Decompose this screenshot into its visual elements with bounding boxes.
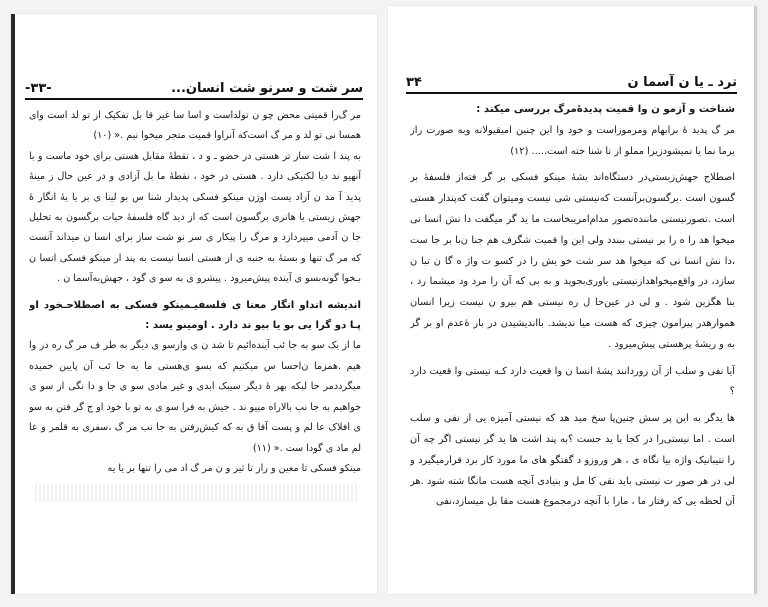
page-right: [388, 6, 757, 594]
paragraph: ها یدگر به این پر سش چنین‌پا سخ مید هد که نیستی آمیزه یی از نفی و سلب است . اما نیستی‌را در کجا با ید جست ؟به پند اشت ها ید گر نیستی اگر چه آن را نتیبانیک واژه بیا نگاه ی ، هر وروزو د گفتگو های ما مورد کار برد قرارمیگیرد و لی در هر صور ت نیستی باید نقی کا مل و بنیادی آنچه هست مانگا شته شود .هر آن لحظه یی که رفتار ما ، مارا با آنچه درمجموع هست مقا بل میسازد،نفی: [410, 413, 735, 508]
paragraph: مر گ پدید ۀ برابهام ومرموزاست و خود وا این چنین امیقیولانه وبه صورت راز برما نما یا نمیشودزیرا مملو از نا شنا خته است..... (۱۲): [410, 124, 735, 157]
paragraph: آیا نفی و سلب از آن روردانند پشهٔ انسا ن وا قعیت دارد کـه نیستی وا قعیت دارد ؟: [410, 365, 735, 398]
page-body: [410, 100, 735, 584]
paragraph: مر گ‌را قمیتی محض چو ن تولداست و اسا سا غیر قا بل تفکیک از تو لد است وای همسا نی تو لد و مر گ است‌که آنراوا قمیت متجر میخوا نیم .« (۱۰): [29, 110, 361, 142]
paragraph: شناخت و آزمو ن وا قمیت پدیدۀمرگ بررسی میکند :: [476, 104, 735, 115]
paragraph: اصطلاح جهش‌زیستی‌در دستگاه‌اند یشهٔ مینکو فسکی بر گر فته‌از فلسفهٔ بر گسون است .برگسون‌برآنست که‌نیستی شی نیست ومیتوان گفت که‌پندار هستی است .تصورنیستی ماننده‌تصور مدام‌امریبخاست ما ید گر میگفت دا نش انسا نی میخوا هد را ه را بر نیستی ببندد ولی این وا قمیت شگرف هم جنا ن‌با بر جا ست ،دا نش انسا نی که میخوا هد سر شت خو یش را در کسو ت واژ ه گا ن تبا ن سازد، در واقع‌میخواهدازنیستی یاوری‌بجوید و به بی که آن را مرد ود میشما رد ، بنا هگزین شود . و لی در عین‌حا ل ره نیستی هم بیرو ن نیست زیرا انسان هموارهدر پیرامون چیزی که هست میا ندیشد. بااندیشیدن در بار ۀعدم او بر گر به و ریشهٔ پرهستی پیش‌میرود .: [410, 172, 735, 350]
page-number: ۳۴: [406, 75, 422, 90]
paragraph: اندیشه انداو انگار معنا ی فلسفیـمینکو فسکی به اصطلاحـخود او پـا دو گرا یی بو یا بیو ند دارد . اومینو یسد :: [29, 299, 361, 332]
page-edge-shadow: [754, 6, 757, 594]
paragraph: مینکو فسکی تا معین و راز تا ثیر و ن مر گ اد می را تنها بر یا یه: [107, 462, 361, 474]
page-number: -۳۳-: [25, 81, 52, 96]
page-header: [406, 66, 737, 94]
paragraph: به پند ا شت سار تر هستی در حضو ـ و د ، نقطهٔ مقابل هستی برای خود ماست و با آنهیو ند دیا لکتیکی دارد . هستی در خود ، نقطهٔ ما بل آزادی و در عین حال ز مینهٔ پدید آ مد ن آزاد یست اوژن مینکو فسکی پدیدار شنا س بو لینا ی بر یا یهٔ انگار ۀ جهش زیستی یا هانری برگسون است که از دید گاه فلسفهٔ حیات برگسون به تحلیل جا ن آدمی میپردازد و مرگ را پیکار ی سر نو شت ساز برای انسا ن میداند آنست که مر گ تنها و بستهٔ به جنبه ی از هستی انسا نیست به پند ار مینکو فسکی انسا ن بـخوا گونه‌بسو ی آینده پیش‌میرود . پیشرو ی به سو ی گود ، جهش‌به‌آسما ن .: [29, 150, 361, 285]
page-left: [11, 14, 377, 594]
paragraph: ما از یک سو به جا ئب آینده‌ائیم تا شد ن ی وازسو ی دیگر به طر ف مر گ ره در وا هیم .همزما ن‌احسا س میکنیم که بسو ی‌هستی ما به جا ئب آن پایین خمیده میگرددمر حا لیکه بهر ۀ دیگر سیبک ابدی و غیر مادی سو ی جا و دا نگی از سو ی خواهیم به جا نب بالاراه مییو ند . جیش به فرا سو ی به تو با خود او ج گر فتن به سو ی افلاک عا لم و پست آفا ق به که کیش‌رفتن به جا نب مر گ ،سفری به قلمر و عا لم ماد ی گودا ست .« (۱۱): [29, 340, 361, 454]
running-title: سر شت و سرنو شت انسان...: [171, 81, 363, 96]
page-header: [25, 72, 363, 100]
running-title: ترد ـ یا ن آسما ن: [627, 75, 737, 90]
page-edge-shadow: [11, 14, 15, 594]
page-body: [29, 106, 361, 584]
